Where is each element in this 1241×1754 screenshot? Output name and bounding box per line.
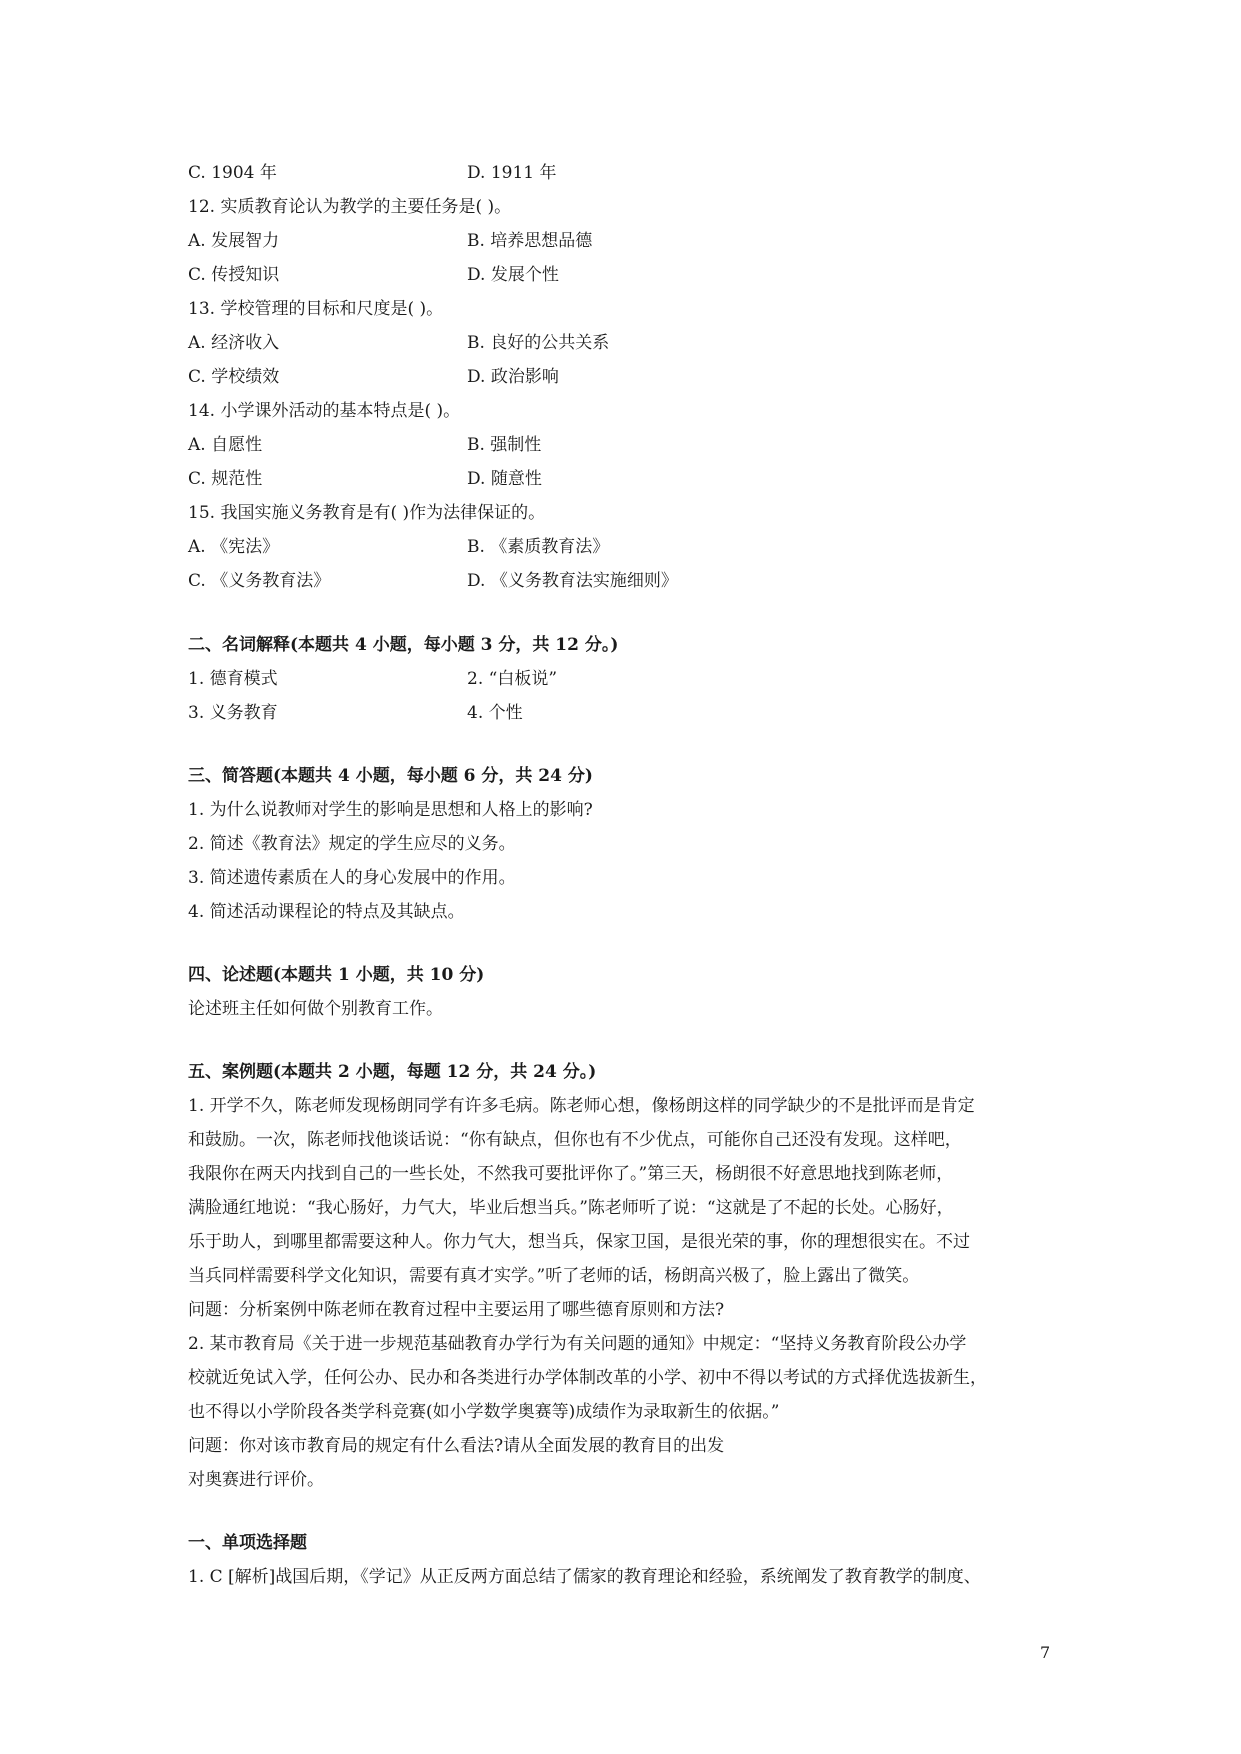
section4-heading: 四、论述题(本题共 1 小题，共 10 分) xyxy=(188,965,485,985)
q13-stem: 13. 学校管理的目标和尺度是( )。 xyxy=(188,299,444,319)
q11-option-c: C. 1904 年 xyxy=(188,163,277,183)
q13-option-b: B. 良好的公共关系 xyxy=(467,333,610,353)
case1-line: 乐于助人，到哪里都需要这种人。你力气大，想当兵，保家卫国，是很光荣的事，你的理想很实在。不过 xyxy=(188,1232,970,1252)
q14-option-b: B. 强制性 xyxy=(467,435,542,455)
q13-option-d: D. 政治影响 xyxy=(467,367,559,387)
section5-heading: 五、案例题(本题共 2 小题，每题 12 分，共 24 分。) xyxy=(188,1062,597,1082)
q13-option-c: C. 学校绩效 xyxy=(188,367,280,387)
q15-option-b: B. 《素质教育法》 xyxy=(467,537,610,557)
q12-option-b: B. 培养思想品德 xyxy=(467,231,593,251)
q15-option-a: A. 《宪法》 xyxy=(188,537,280,557)
case2-line: 校就近免试入学，任何公办、民办和各类进行办学体制改革的小学、初中不得以考试的方式择优选拔新生， xyxy=(188,1368,987,1388)
case2-question: 问题：你对该市教育局的规定有什么看法?请从全面发展的教育目的出发 xyxy=(188,1436,725,1456)
section3-item-1: 1. 为什么说教师对学生的影响是思想和人格上的影响? xyxy=(188,800,593,820)
case1-line: 和鼓励。一次，陈老师找他谈话说：“你有缺点，但你也有不少优点，可能你自己还没有发现。这样吧， xyxy=(188,1130,962,1150)
q14-stem: 14. 小学课外活动的基本特点是( )。 xyxy=(188,401,461,421)
q12-option-d: D. 发展个性 xyxy=(467,265,559,285)
section2-item-1: 1. 德育模式 xyxy=(188,669,278,689)
answer-1: 1. C [解析]战国后期，《学记》从正反两方面总结了儒家的教育理论和经验，系统阐发了教育教学的制度、 xyxy=(188,1567,981,1587)
q14-option-c: C. 规范性 xyxy=(188,469,263,489)
q14-option-d: D. 随意性 xyxy=(467,469,542,489)
case2-question-cont: 对奥赛进行评价。 xyxy=(188,1470,324,1490)
case1-line: 当兵同样需要科学文化知识，需要有真才实学。”听了老师的话，杨朗高兴极了，脸上露出了微笑。 xyxy=(188,1266,920,1286)
section3-item-3: 3. 简述遗传素质在人的身心发展中的作用。 xyxy=(188,868,516,888)
q14-option-a: A. 自愿性 xyxy=(188,435,263,455)
case1-line: 1. 开学不久，陈老师发现杨朗同学有许多毛病。陈老师心想，像杨朗这样的同学缺少的不是批评而是肯定 xyxy=(188,1096,975,1116)
section2-item-2: 2. “白板说” xyxy=(467,669,558,689)
q12-stem: 12. 实质教育论认为教学的主要任务是( )。 xyxy=(188,197,512,217)
case2-line: 也不得以小学阶段各类学科竞赛(如小学数学奥赛等)成绩作为录取新生的依据。” xyxy=(188,1402,780,1422)
section3-heading: 三、简答题(本题共 4 小题，每小题 6 分，共 24 分) xyxy=(188,766,593,786)
q15-stem: 15. 我国实施义务教育是有( )作为法律保证的。 xyxy=(188,503,546,523)
section4-item: 论述班主任如何做个别教育工作。 xyxy=(188,999,443,1019)
section2-heading: 二、名词解释(本题共 4 小题，每小题 3 分，共 12 分。) xyxy=(188,635,619,655)
case1-question: 问题：分析案例中陈老师在教育过程中主要运用了哪些德育原则和方法? xyxy=(188,1300,725,1320)
q13-option-a: A. 经济收入 xyxy=(188,333,280,353)
q11-option-d: D. 1911 年 xyxy=(467,163,557,183)
section3-item-2: 2. 简述《教育法》规定的学生应尽的义务。 xyxy=(188,834,516,854)
section2-item-4: 4. 个性 xyxy=(467,703,523,723)
q12-option-a: A. 发展智力 xyxy=(188,231,280,251)
case1-line: 满脸通红地说：“我心肠好，力气大，毕业后想当兵。”陈老师听了说：“这就是了不起的长处。心肠好， xyxy=(188,1198,954,1218)
case2-line: 2. 某市教育局《关于进一步规范基础教育办学行为有关问题的通知》中规定：“坚持义务教育阶段公办学 xyxy=(188,1334,967,1354)
section3-item-4: 4. 简述活动课程论的特点及其缺点。 xyxy=(188,902,465,922)
q15-option-c: C. 《义务教育法》 xyxy=(188,571,331,591)
answers-heading: 一、单项选择题 xyxy=(188,1533,307,1553)
q12-option-c: C. 传授知识 xyxy=(188,265,280,285)
q15-option-d: D. 《义务教育法实施细则》 xyxy=(467,571,678,591)
case1-line: 我限你在两天内找到自己的一些长处，不然我可要批评你了。”第三天，杨朗很不好意思地找到陈老师， xyxy=(188,1164,954,1184)
section2-item-3: 3. 义务教育 xyxy=(188,703,278,723)
page-number: 7 xyxy=(1040,1643,1051,1662)
